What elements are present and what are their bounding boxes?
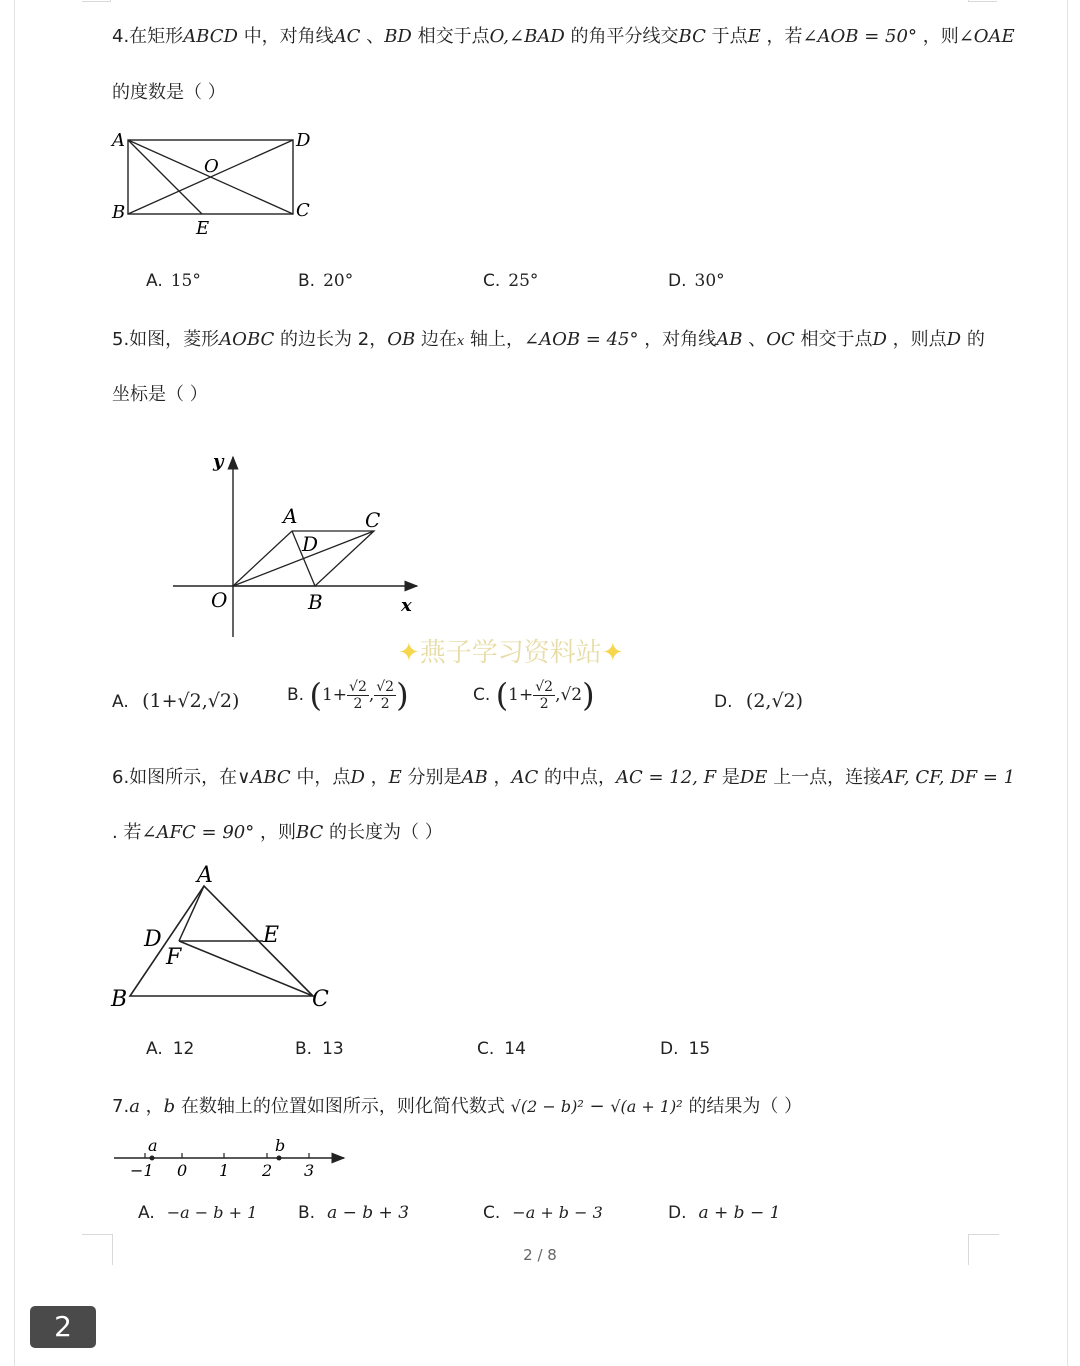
q6-option-d[interactable]: D. 15 (660, 1039, 711, 1059)
label-a: a (148, 1136, 158, 1155)
q6-option-b[interactable]: B. 13 (295, 1039, 344, 1059)
corner-mark (968, 0, 997, 2)
label-B: B (308, 590, 323, 614)
label-F: F (166, 945, 182, 970)
question-5-line-2: 坐标是（ ） (112, 384, 208, 405)
label-C: C (296, 200, 310, 221)
rhombus-figure (165, 445, 435, 645)
label-A: A (112, 130, 125, 151)
label-B: B (112, 202, 126, 223)
q7-option-a[interactable]: A. −a − b + 1 (138, 1203, 258, 1223)
q6-option-a[interactable]: A. 12 (146, 1039, 195, 1059)
q5-option-a[interactable]: A. (1+√2,√2) (112, 690, 240, 712)
tick-label: 2 (262, 1161, 273, 1180)
label-C: C (365, 508, 381, 532)
label-C: C (312, 987, 329, 1012)
q4-option-b[interactable]: B. 20° (298, 271, 354, 291)
label-y: y (213, 451, 224, 472)
question-7-line-1: 7.a ，b 在数轴上的位置如图所示，则化简代数式 √(2 − b)² − √(a + 1)² 的结果为（ ） (112, 1096, 803, 1117)
q5-option-b[interactable]: B. (1+ $\frac{√2}{2}$ , $\frac{√2}{2}$ ) (287, 676, 409, 714)
q4-option-c[interactable]: C. 25° (483, 271, 539, 291)
label-A: A (197, 863, 213, 888)
tick-label: −1 (130, 1161, 154, 1180)
q5-option-c[interactable]: C. (1+ $\frac{√2}{2}$ ,√2) (473, 676, 595, 714)
tick-label: 0 (177, 1161, 188, 1180)
page-indicator: 2 / 8 (523, 1246, 557, 1264)
tick-label: 1 (219, 1161, 230, 1180)
question-6-line-1: 6.如图所示，在∨ABC 中，点D ，E 分别是AB ，AC 的中点，AC = 12, F 是DE 上一点，连接AF, CF, DF = 1 (112, 767, 1016, 788)
label-B: B (111, 987, 128, 1012)
question-4-line-1: 4.在矩形ABCD 中，对角线AC 、BD 相交于点O,∠BAD 的角平分线交BC 于点E ，若∠AOB = 50° ，则∠OAE (112, 26, 1015, 47)
sparkle-icon: ✦ (601, 638, 624, 668)
number-line (108, 1134, 358, 1184)
question-5-line-1: 5.如图，菱形AOBC 的边长为 2，OB 边在x 轴上，∠AOB = 45° ，对角线AB 、OC 相交于点D ，则点D 的 (112, 329, 985, 350)
label-A: A (283, 504, 298, 528)
q7-option-c[interactable]: C. −a + b − 3 (483, 1203, 603, 1223)
sparkle-icon: ✦ (398, 638, 420, 668)
label-O: O (204, 156, 219, 177)
label-x: x (401, 595, 412, 616)
label-D: D (144, 927, 162, 952)
corner-mark (82, 0, 111, 2)
label-E: E (196, 218, 210, 239)
question-4-line-2: 的度数是（ ） (112, 82, 226, 103)
label-E: E (263, 923, 280, 948)
rectangle-figure (108, 126, 328, 246)
watermark: ✦燕子学习资料站✦ (398, 638, 624, 668)
label-b: b (275, 1136, 286, 1155)
tick-label: 3 (304, 1161, 315, 1180)
q7-option-b[interactable]: B. a − b + 3 (298, 1203, 410, 1223)
label-D: D (302, 532, 319, 556)
q5-option-d[interactable]: D. (2,√2) (714, 690, 804, 712)
label-O: O (211, 588, 228, 612)
point-b (277, 1156, 282, 1161)
question-6-line-2: . 若∠AFC = 90° ，则BC 的长度为（ ） (112, 822, 443, 843)
label-D: D (296, 130, 311, 151)
page-number-badge[interactable]: 2 (30, 1306, 96, 1348)
triangle-figure (108, 860, 338, 1015)
q4-option-d[interactable]: D. 30° (668, 271, 725, 291)
q4-option-a[interactable]: A. 15° (146, 271, 201, 291)
q7-option-d[interactable]: D. a + b − 1 (668, 1203, 781, 1223)
q6-option-c[interactable]: C. 14 (477, 1039, 526, 1059)
point-a (150, 1156, 155, 1161)
